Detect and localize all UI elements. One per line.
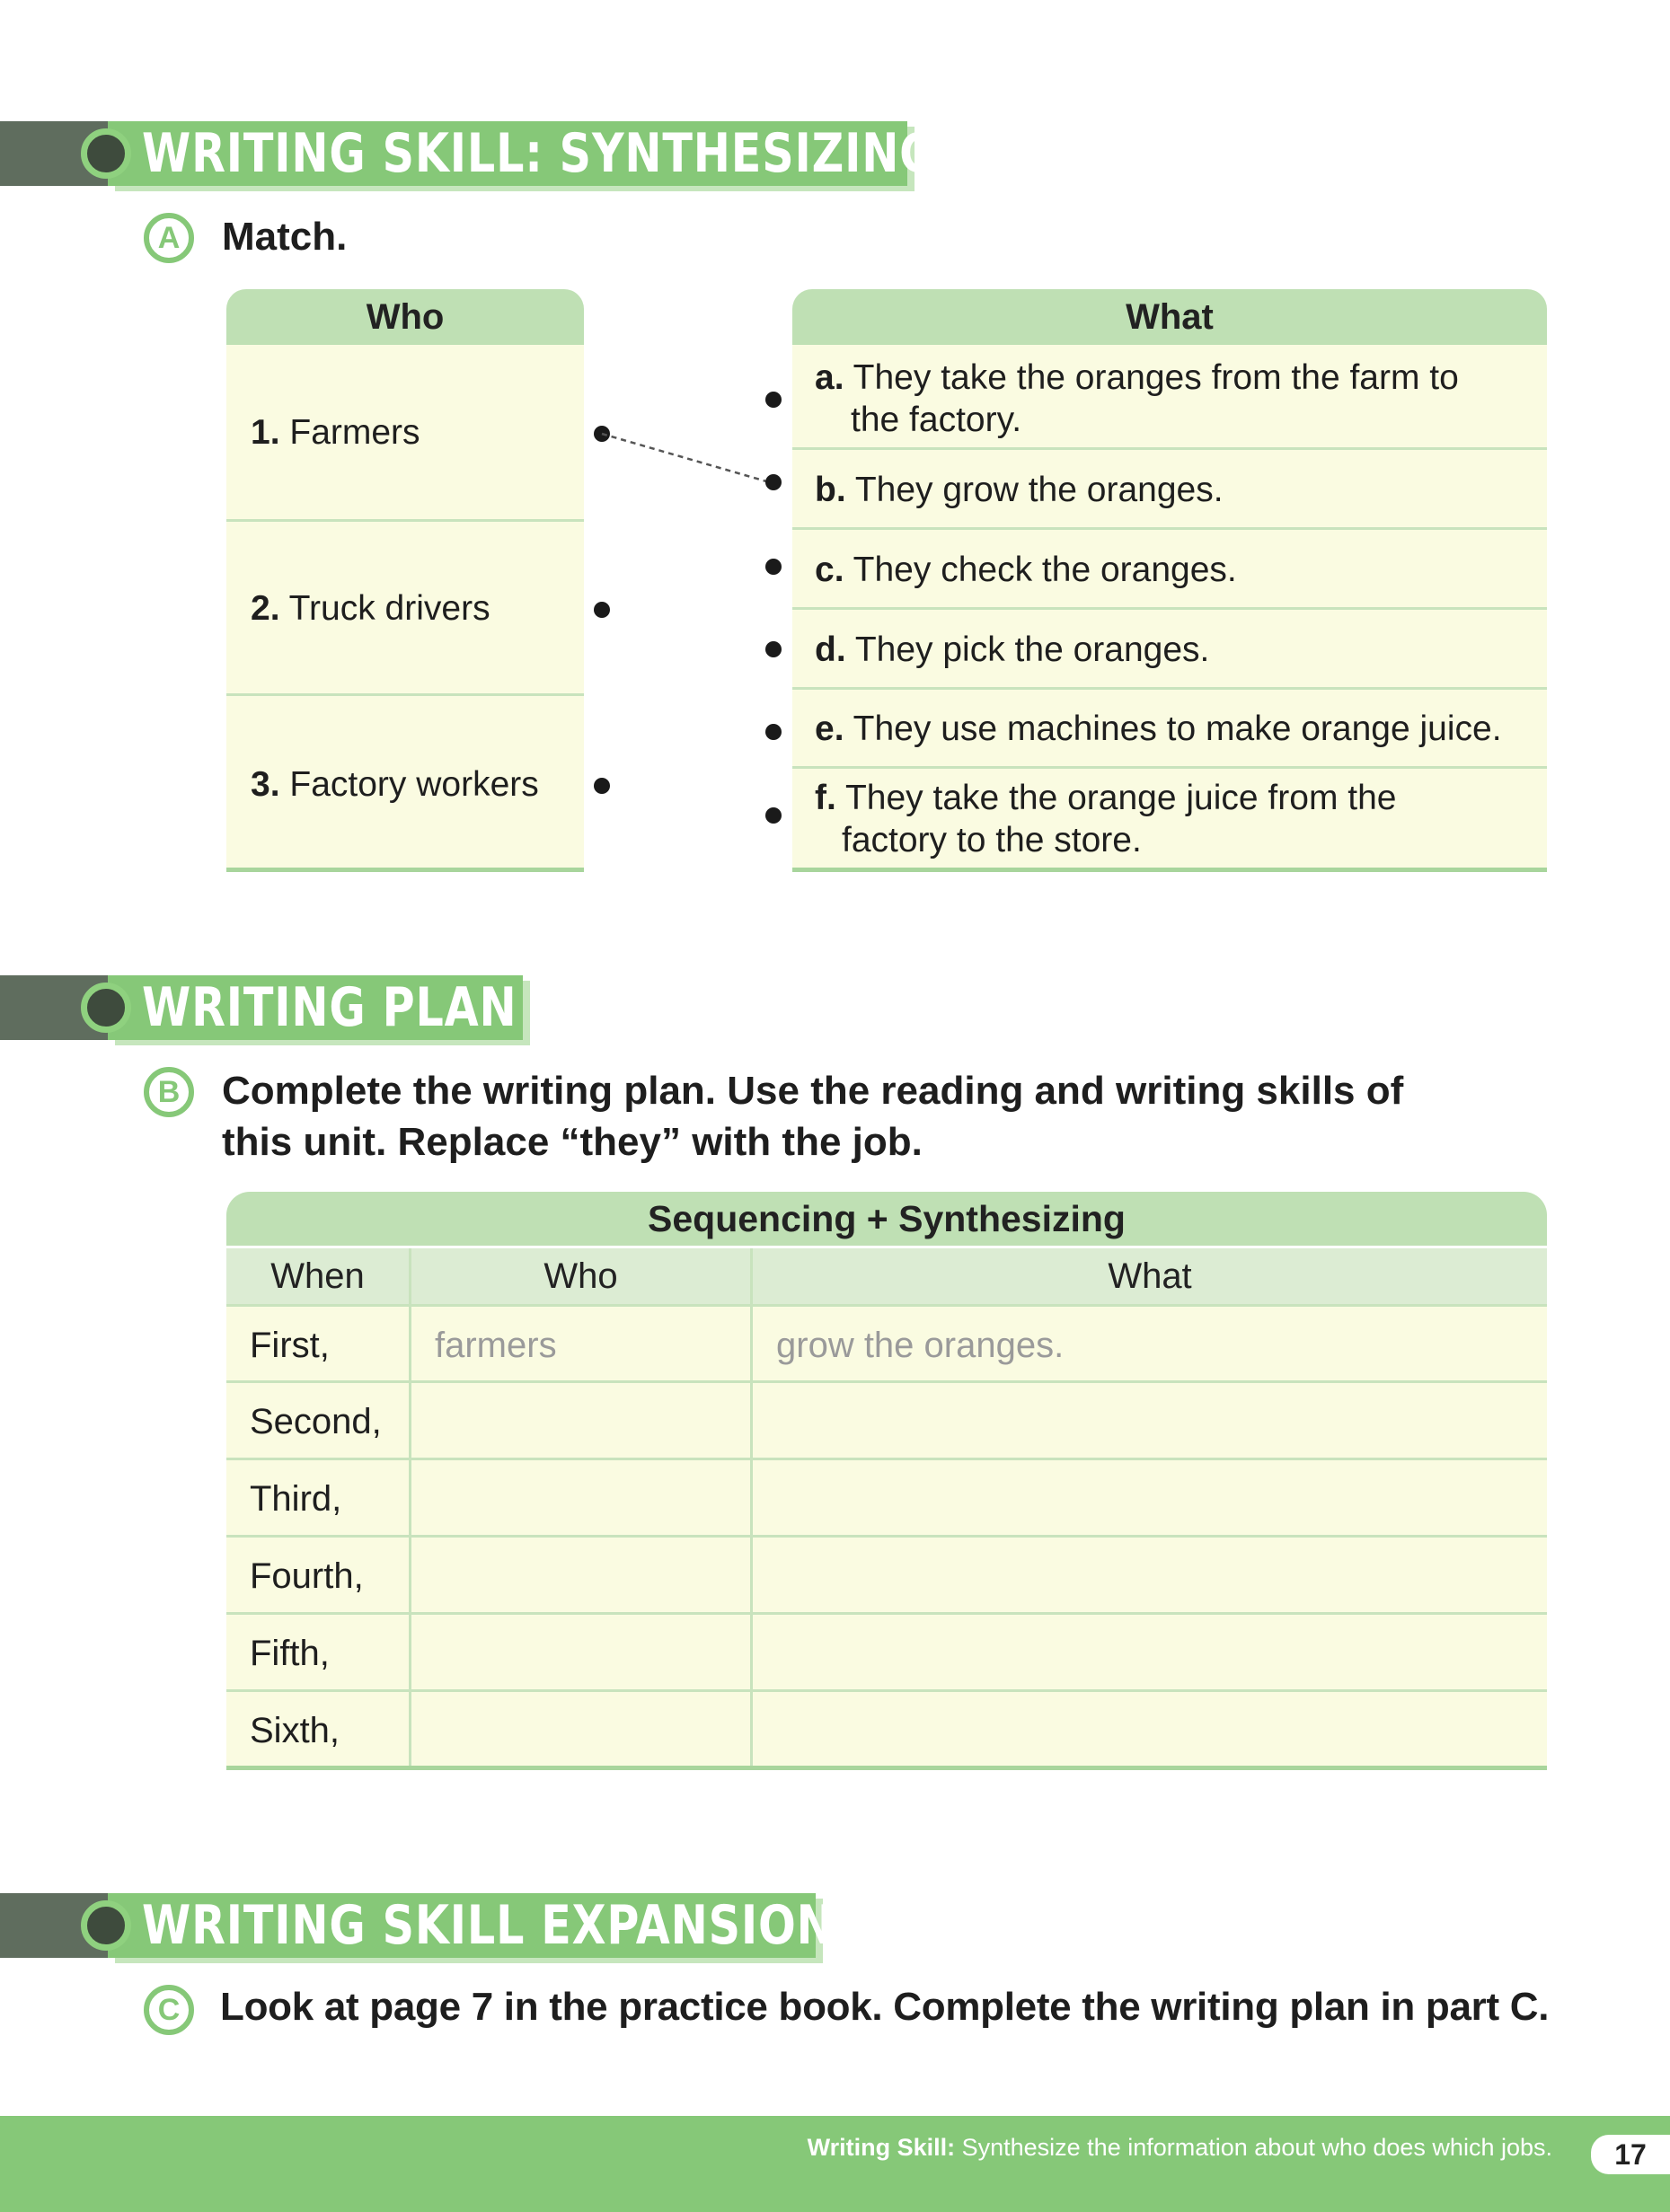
what-letter: e.	[815, 709, 844, 748]
plan-who-cell[interactable]	[411, 1383, 750, 1460]
section-title-plan: WRITING PLAN	[142, 976, 517, 1039]
what-divider	[792, 766, 1547, 769]
plan-what-cell[interactable]	[753, 1383, 1547, 1460]
what-item-d	[815, 629, 1209, 671]
who-num: 3.	[251, 765, 280, 804]
what-match-dot-f[interactable]	[765, 807, 782, 824]
who-item-1	[251, 411, 420, 454]
what-item-c	[815, 549, 1237, 591]
footer-label: Writing Skill:	[807, 2134, 956, 2161]
banner-circle-icon	[81, 128, 131, 179]
plan-when-cell: Fourth,	[250, 1556, 364, 1596]
section-title-expansion: WRITING SKILL EXPANSION	[142, 1894, 835, 1957]
page-number: 17	[1591, 2135, 1670, 2174]
match-connector-line	[593, 422, 791, 494]
plan-who-cell[interactable]	[411, 1692, 750, 1769]
who-match-dot-2[interactable]	[594, 602, 610, 618]
who-divider	[226, 693, 584, 696]
who-divider	[226, 519, 584, 522]
plan-who-cell[interactable]	[411, 1538, 750, 1615]
what-divider	[792, 687, 1547, 690]
what-divider	[792, 527, 1547, 530]
who-header: Who	[226, 289, 584, 345]
plan-who-cell[interactable]	[411, 1460, 750, 1538]
what-item-b	[815, 469, 1224, 511]
what-match-dot-a[interactable]	[765, 392, 782, 408]
what-letter: f.	[815, 779, 836, 817]
what-match-dot-c[interactable]	[765, 559, 782, 575]
plan-what-cell[interactable]	[753, 1692, 1547, 1769]
plan-when-cell: First,	[250, 1326, 330, 1365]
plan-header-who: Who	[411, 1248, 750, 1304]
plan-what-cell[interactable]	[753, 1615, 1547, 1692]
plan-when-cell: Second,	[250, 1402, 382, 1441]
section-title-skill: WRITING SKILL: SYNTHESIZING	[142, 122, 937, 185]
plan-header-what: What	[753, 1248, 1547, 1304]
plan-what-cell[interactable]	[753, 1538, 1547, 1615]
what-text-continued: the factory.	[851, 401, 1022, 439]
what-text: They grow the oranges.	[854, 471, 1224, 509]
badge-a-icon: A	[144, 213, 194, 263]
what-bottom-border	[792, 868, 1547, 872]
what-text: They pick the oranges.	[854, 630, 1210, 669]
what-header: What	[792, 289, 1547, 345]
what-divider	[792, 447, 1547, 450]
what-match-dot-b[interactable]	[765, 474, 782, 490]
banner-circle-icon	[81, 1900, 131, 1951]
who-match-dot-3[interactable]	[594, 778, 610, 794]
what-item-a	[815, 357, 1459, 441]
instruction-a: Match.	[222, 215, 348, 259]
who-num: 2.	[251, 589, 280, 628]
footer-note	[808, 2134, 1552, 2162]
what-text: They take the oranges from the farm to	[853, 358, 1459, 397]
who-item-2	[251, 587, 490, 630]
plan-who-cell[interactable]: farmers	[435, 1326, 557, 1365]
who-text: Farmers	[289, 413, 420, 452]
plan-what-cell[interactable]	[753, 1460, 1547, 1538]
plan-who-cell[interactable]	[411, 1615, 750, 1692]
what-letter: a.	[815, 358, 844, 397]
who-num: 1.	[251, 413, 280, 452]
instruction-b	[222, 1065, 1403, 1168]
who-text: Truck drivers	[288, 589, 490, 628]
what-item-f	[815, 777, 1396, 861]
plan-header-when: When	[226, 1248, 409, 1304]
plan-table-title: Sequencing + Synthesizing	[226, 1192, 1547, 1246]
what-text: They use machines to make orange juice.	[853, 709, 1502, 748]
instruction-c: Look at page 7 in the practice book. Complete the writing plan in part C.	[220, 1985, 1550, 2029]
footer-text: Synthesize the information about who does which jobs.	[961, 2134, 1552, 2161]
what-text: They take the orange juice from the	[844, 779, 1397, 817]
instruction-b-line2: this unit. Replace “they” with the job.	[222, 1120, 923, 1164]
who-bottom-border	[226, 868, 584, 872]
plan-when-cell: Third,	[250, 1479, 342, 1519]
who-text: Factory workers	[289, 765, 539, 804]
what-divider	[792, 607, 1547, 610]
badge-b-icon: B	[144, 1067, 194, 1117]
instruction-b-line1: Complete the writing plan. Use the reading and writing skills of	[222, 1069, 1404, 1113]
what-letter: d.	[815, 630, 846, 669]
what-text: They check the oranges.	[853, 551, 1237, 589]
what-match-dot-d[interactable]	[765, 641, 782, 657]
plan-when-cell: Sixth,	[250, 1711, 340, 1750]
what-text-continued: factory to the store.	[842, 821, 1142, 859]
banner-circle-icon	[81, 983, 131, 1033]
plan-what-cell[interactable]: grow the oranges.	[776, 1326, 1065, 1365]
who-item-3	[251, 763, 539, 806]
what-letter: c.	[815, 551, 844, 589]
page-footer	[0, 2116, 1670, 2212]
what-match-dot-e[interactable]	[765, 724, 782, 740]
what-letter: b.	[815, 471, 846, 509]
plan-when-cell: Fifth,	[250, 1634, 330, 1673]
badge-c-icon: C	[144, 1985, 194, 2035]
what-item-e	[815, 708, 1502, 750]
